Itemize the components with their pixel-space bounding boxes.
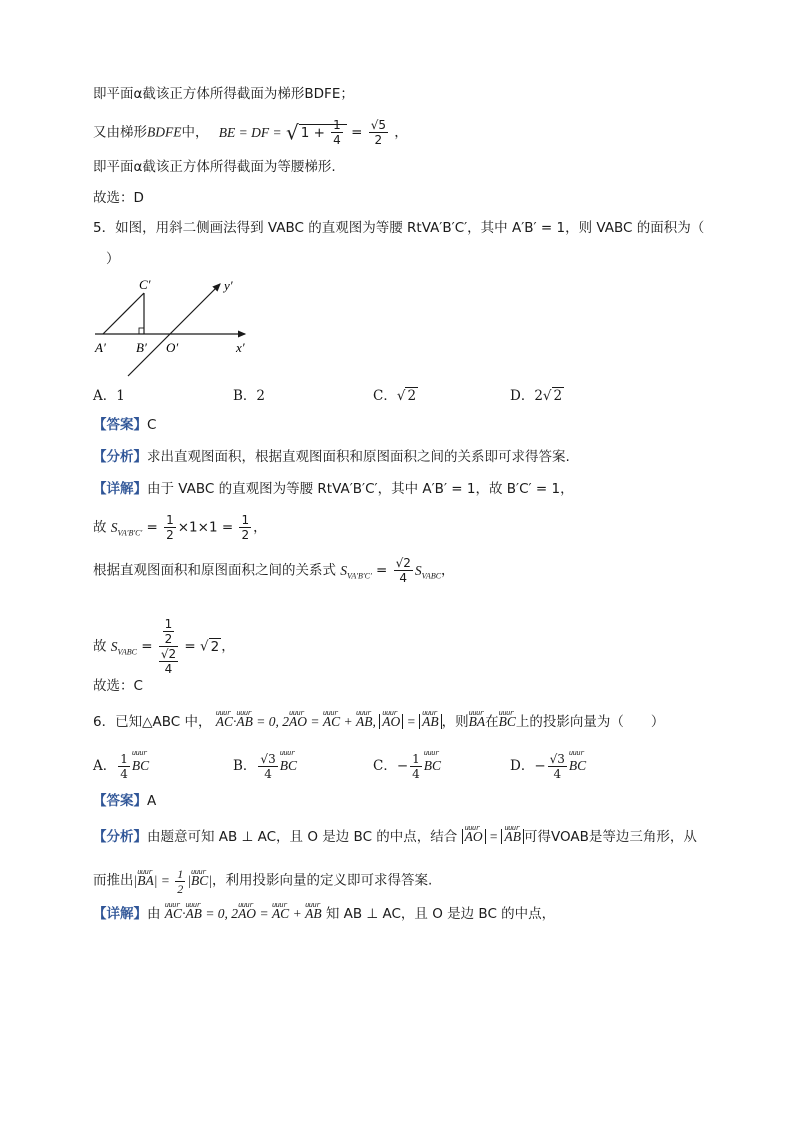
analysis-tag: 【分析】 xyxy=(93,829,147,845)
segment-ac xyxy=(103,293,144,334)
label-a: A′ xyxy=(95,340,106,355)
detail-tag: 【详解】 xyxy=(93,481,147,497)
analysis-text-4: ，利用投影向量的定义即可求得答案. xyxy=(212,872,433,889)
q6-option-c: C．− $\frac{1}{4}$ uuur BC xyxy=(373,752,441,781)
label-o: O′ xyxy=(166,340,179,355)
q5-option-a: A．1 xyxy=(93,388,125,404)
text-segment: 故 xyxy=(93,519,107,536)
text-line-2: 又由梯形BDFE中， BE = DF = √ 1 + $\frac{1}{4}$ = $\frac{√5}{2}$ ， xyxy=(93,118,408,147)
analysis-tag: 【分析】 xyxy=(93,449,147,465)
answer-value: A xyxy=(147,793,157,809)
q5-result-line: 故 $S_{VABC}$ = $\frac{\frac{1}{2}}{\frac{√2}{4}}$ = √ 2 ， xyxy=(93,617,235,676)
analysis-text: 由题意可知 AB ⊥ AC，且 O 是边 BC 的中点，结合 xyxy=(147,829,458,845)
text-segment: 故 xyxy=(93,638,107,655)
text-line-1: 即平面α截该正方体所得截面为梯形BDFE； xyxy=(93,86,354,102)
y-axis xyxy=(128,284,220,376)
option-label: B． xyxy=(233,758,257,774)
answer-tag: 【答案】 xyxy=(93,793,147,809)
radicand: 2 xyxy=(553,388,563,404)
answer-tag: 【答案】 xyxy=(93,417,147,433)
q5-analysis xyxy=(93,447,570,467)
q6-option-d: D．− $\frac{√3}{4}$ uuur BC xyxy=(510,752,586,781)
option-label: C． xyxy=(373,388,397,404)
q6-option-a: A． $\frac{1}{4}$ uuur BC xyxy=(93,752,149,781)
q5-choose: 故选：C xyxy=(93,678,143,694)
text-line-4: 故选：D xyxy=(93,190,144,206)
math-var: BDFE xyxy=(147,124,182,140)
q6-detail: 【详解】由 uuur AC·uuur AB = 0, 2uuur AO = uuur AC + uuur AB 知 AB ⊥ AC，且 O 是边 BC 的中点， xyxy=(93,904,555,924)
q5-option-c: C．√ 2 xyxy=(373,388,417,404)
text-segment: ，则 xyxy=(441,714,469,730)
q6-answer xyxy=(93,791,156,811)
text-segment: 根据直观图面积和原图面积之间的关系式 xyxy=(93,562,336,579)
option-label: D． xyxy=(510,758,535,774)
option-label: A． xyxy=(93,758,117,774)
text-segment: 在 xyxy=(485,714,499,730)
analysis-text: 求出直观图面积，根据直观图面积和原图面积之间的关系即可求得答案. xyxy=(147,449,570,465)
q5-answer xyxy=(93,415,156,435)
question-5-paren: ） xyxy=(106,251,120,267)
text-segment: 又由梯形 xyxy=(93,124,147,141)
question-6: 6．已知△ABC 中， uuur AC·uuur AB = 0, 2uuur AO = uuur AC + uuur AB, uuur AO = uuur AB ，则uuur BA在uuur BC上的投影向量为（ ） xyxy=(93,712,664,732)
label-b: B′ xyxy=(136,340,147,355)
q6-option-b: B． $\frac{√3}{4}$ uuur BC xyxy=(233,752,297,781)
question-5: 5．如图，用斜二侧画法得到 VABC 的直观图为等腰 RtVA′B′C′，其中 A′B′ = 1，则 VABC 的面积为（ xyxy=(93,220,705,236)
question-text: 6．已知△ABC 中， xyxy=(93,714,212,730)
detail-text: 由 xyxy=(147,906,161,922)
right-angle-mark xyxy=(139,328,144,334)
q5-detail xyxy=(93,479,574,499)
q6-analysis-cont: 而推出|uuur BA| = $\frac{1}{2}$ |uuur BC|，利用投影向量的定义即可求得答案. xyxy=(93,867,432,896)
text-segment: 中， xyxy=(181,124,209,141)
label-c: C′ xyxy=(139,277,151,292)
label-y: y′ xyxy=(224,278,233,293)
oblique-figure xyxy=(90,272,260,382)
q5-area-line: 故 $S_{VA'B'C'}$ = $\frac{1}{2}$ ×1×1 = $\frac{1}{2}$ ， xyxy=(93,513,267,542)
answer-value: C xyxy=(147,417,157,433)
label-x: x′ xyxy=(236,340,245,355)
radicand: 2 xyxy=(407,388,417,404)
option-label: C． xyxy=(373,758,397,774)
analysis-text-2: 可得VOAB是等边三角形，从 xyxy=(523,829,697,845)
q5-relation-line: 根据直观图面积和原图面积之间的关系式 $S_{VA'B'C'}$ = $\frac{√2}{4}$ $S_{VABC}$， xyxy=(93,556,455,585)
option-label: D．2 xyxy=(510,388,543,404)
text-line-3: 即平面α截该正方体所得截面为等腰梯形. xyxy=(93,159,336,175)
q5-option-d: D．2√ 2 xyxy=(510,388,563,404)
q6-analysis: 【分析】由题意可知 AB ⊥ AC，且 O 是边 BC 的中点，结合 uuur AO = uuur AB 可得VOAB是等边三角形，从 xyxy=(93,827,697,847)
q5-option-b: B．2 xyxy=(233,388,266,404)
detail-text-2: 知 AB ⊥ AC，且 O 是边 BC 的中点， xyxy=(325,906,556,922)
text-segment: 上的投影向量为（ ） xyxy=(515,714,665,730)
detail-text: 由于 VABC 的直观图为等腰 RtVA′B′C′，其中 A′B′ = 1，故 B′C′ = 1， xyxy=(147,481,574,497)
math-equation: BE = DF = xyxy=(218,124,282,140)
analysis-text-3: 而推出 xyxy=(93,872,134,889)
detail-tag: 【详解】 xyxy=(93,906,147,922)
